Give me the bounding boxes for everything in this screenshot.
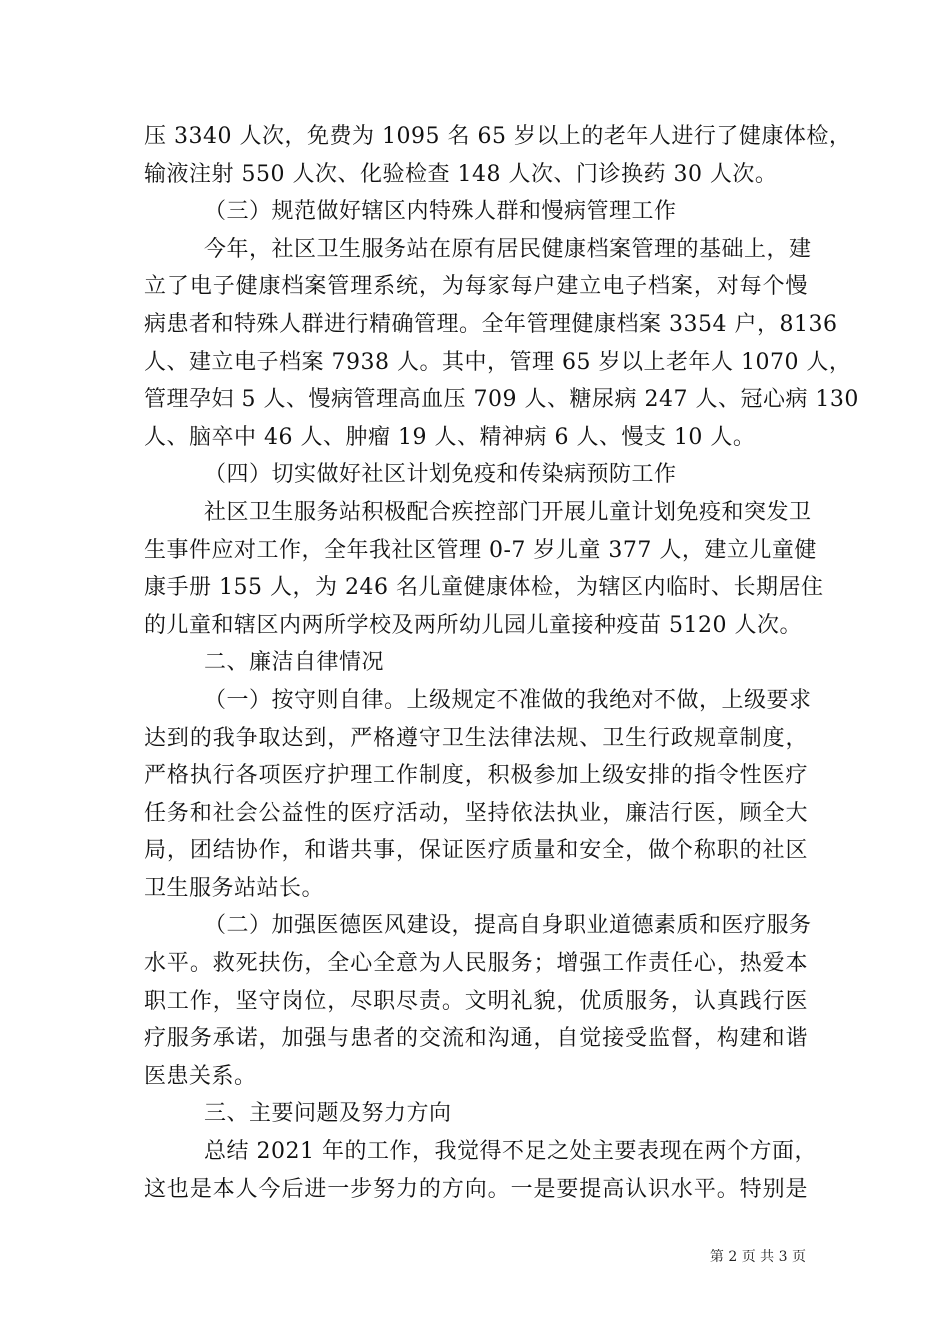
text-line (144, 945, 808, 983)
text-line (144, 795, 808, 833)
text-line-content: （四）切实做好社区计划免疫和传染病预防工作 (204, 462, 677, 488)
document-body (144, 118, 859, 1208)
text-line-content: 社区卫生服务站积极配合疾控部门开展儿童计划免疫和突发卫 (204, 499, 812, 525)
text-line-content: 输液注射 550 人次、化验检查 148 人次、门诊换药 30 人次。 (144, 161, 778, 187)
text-line (144, 1171, 808, 1209)
text-line (144, 720, 808, 758)
text-line (144, 682, 812, 720)
text-line-content: 病患者和特殊人群进行精确管理。全年管理健康档案 3354 户，8136 (144, 311, 838, 337)
text-line (144, 983, 808, 1021)
text-line (144, 156, 808, 194)
text-line-content: 卫生服务站站长。 (144, 875, 325, 901)
text-line (144, 381, 859, 419)
text-line-content: 立了电子健康档案管理系统，为每家每户建立电子档案，对每个慢 (144, 274, 808, 300)
text-line-content: 总结 2021 年的工作，我觉得不足之处主要表现在两个方面， (204, 1139, 817, 1165)
text-line (144, 1095, 808, 1133)
text-line (144, 118, 852, 156)
text-line-content: 职工作，坚守岗位，尽职尽责。文明礼貌，优质服务，认真践行医 (144, 988, 808, 1014)
text-line (144, 268, 808, 306)
text-line (144, 757, 808, 795)
text-line-content: 人、脑卒中 46 人、肿瘤 19 人、精神病 6 人、慢支 10 人。 (144, 424, 756, 450)
text-line (144, 344, 852, 382)
page-number-footer: 第 2 页 共 3 页 (709, 1249, 806, 1265)
text-line-content: （一）按守则自律。上级规定不准做的我绝对不做，上级要求 (204, 687, 812, 713)
text-line-content: 疗服务承诺，加强与患者的交流和沟通，自觉接受监督，构建和谐 (144, 1026, 808, 1052)
text-line-content: 生事件应对工作，全年我社区管理 0-7 岁儿童 377 人，建立儿童健 (144, 537, 817, 563)
text-line (144, 306, 838, 344)
text-line-content: 人、建立电子档案 7938 人。其中，管理 65 岁以上老年人 1070 人， (144, 349, 852, 375)
text-line-content: （三）规范做好辖区内特殊人群和慢病管理工作 (204, 199, 677, 225)
text-line-content: 康手册 155 人，为 246 名儿童健康体检，为辖区内临时、长期居住 (144, 575, 824, 601)
text-line-content: 达到的我争取达到，严格遵守卫生法律法规、卫生行政规章制度， (144, 725, 808, 751)
text-line (144, 569, 824, 607)
text-line (144, 193, 808, 231)
text-line-content: 三、主要问题及努力方向 (204, 1101, 452, 1127)
text-line (144, 419, 808, 457)
text-line (144, 870, 808, 908)
text-line (144, 907, 812, 945)
text-line-content: 任务和社会公益性的医疗活动，坚持依法执业，廉洁行医，顾全大 (144, 800, 808, 826)
text-line-content: 这也是本人今后进一步努力的方向。一是要提高认识水平。特别是 (144, 1176, 808, 1202)
text-line (144, 532, 817, 570)
text-line-content: 水平。救死扶伤，全心全意为人民服务；增强工作责任心，热爱本 (144, 951, 808, 977)
text-line-content: 二、廉洁自律情况 (204, 650, 385, 676)
text-line (144, 1020, 808, 1058)
text-line-content: 今年，社区卫生服务站在原有居民健康档案管理的基础上，建 (204, 236, 812, 262)
text-line (144, 644, 808, 682)
text-line (144, 231, 812, 269)
text-line (144, 1058, 808, 1096)
text-line-content: 严格执行各项医疗护理工作制度，积极参加上级安排的指令性医疗 (144, 763, 808, 789)
text-line-content: 局，团结协作，和谐共事，保证医疗质量和安全，做个称职的社区 (144, 838, 808, 864)
text-line (144, 607, 808, 645)
text-line-content: 压 3340 人次，免费为 1095 名 65 岁以上的老年人进行了健康体检， (144, 124, 852, 149)
text-line-content: （二）加强医德医风建设，提高自身职业道德素质和医疗服务 (204, 913, 812, 939)
text-line (144, 494, 812, 532)
text-line-content: 的儿童和辖区内两所学校及两所幼儿园儿童接种疫苗 5120 人次。 (144, 612, 802, 638)
text-line-content: 管理孕妇 5 人、慢病管理高血压 709 人、糖尿病 247 人、冠心病 130 (144, 387, 859, 413)
text-line-content: 医患关系。 (144, 1063, 257, 1089)
text-line (144, 456, 808, 494)
text-line (144, 1133, 817, 1171)
text-line (144, 832, 808, 870)
